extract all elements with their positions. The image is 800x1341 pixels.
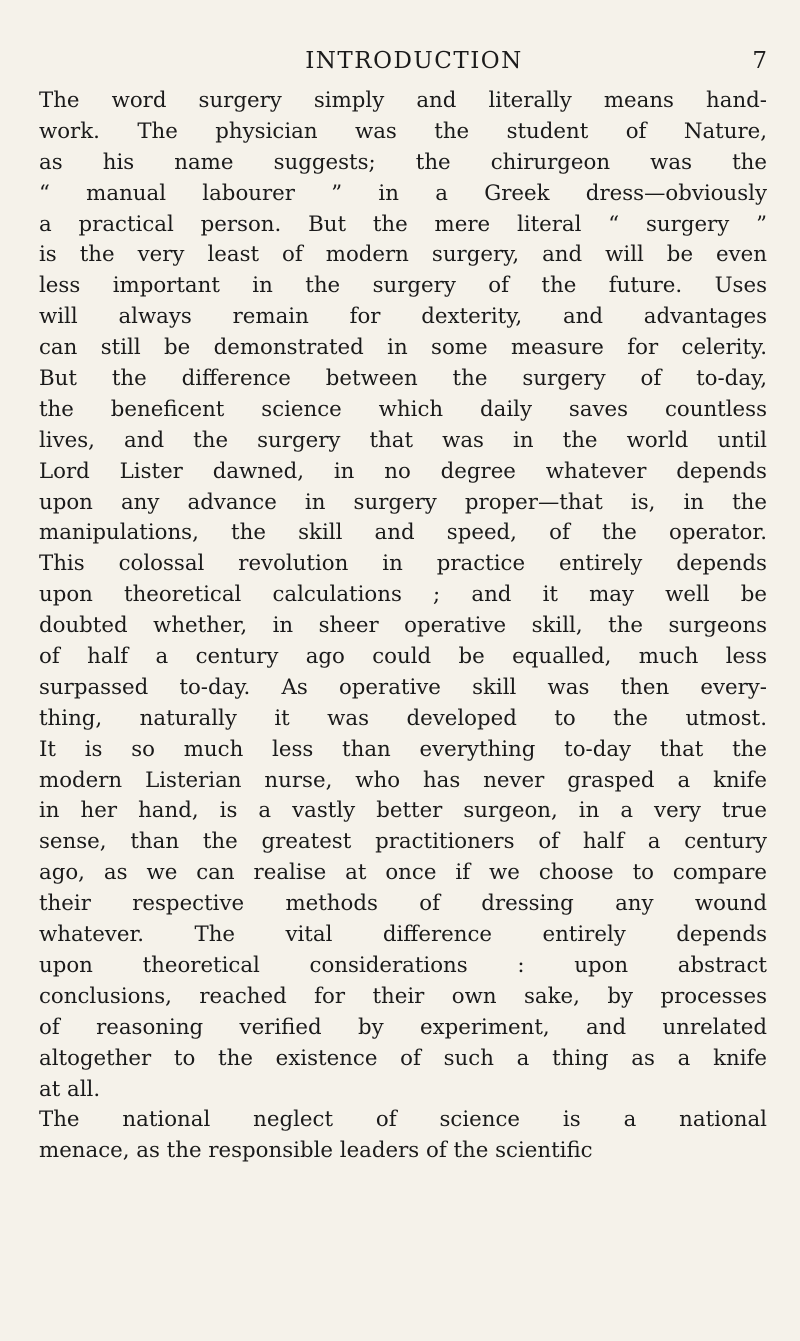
text-line: altogether to the existence of such a thing as a knife <box>39 1045 767 1071</box>
text-line: doubted whether, in sheer operative skill, the surgeons <box>39 613 767 639</box>
text-line: at all. <box>39 1076 101 1102</box>
text-line: The word surgery simply and literally means hand- <box>39 88 767 113</box>
text-line: can still be demonstrated in some measure for celerity. <box>39 335 767 361</box>
text-line: is the very least of modern surgery, and will be even <box>39 242 767 268</box>
text-line: of reasoning verified by experiment, and unrelated <box>39 1014 767 1040</box>
text-line: thing, naturally it was developed to the utmost. <box>39 705 767 731</box>
text-line: The national neglect of science is a national <box>39 1107 767 1133</box>
text-line: whatever. The vital difference entirely depends <box>39 922 767 948</box>
text-line: as his name suggests; the chirurgeon was the <box>39 149 767 175</box>
text-line: menace, as the responsible leaders of the scientific <box>39 1138 593 1164</box>
page-number: 7 <box>752 48 767 74</box>
text-line: “ manual labourer ” in a Greek dress—obviously <box>39 180 767 206</box>
text-line: a practical person. But the mere literal “ surgery ” <box>39 211 767 237</box>
text-line: upon theoretical considerations : upon abstract <box>39 952 767 978</box>
body-text <box>39 86 767 1167</box>
text-line: upon any advance in surgery proper—that is, in the <box>39 489 767 515</box>
text-line: Lord Lister dawned, in no degree whatever depends <box>39 458 767 484</box>
text-line: It is so much less than everything to-day that the <box>39 736 767 762</box>
text-line: less important in the surgery of the future. Uses <box>39 273 767 299</box>
text-line: modern Listerian nurse, who has never grasped a knife <box>39 767 767 793</box>
text-line: the beneficent science which daily saves countless <box>39 396 767 422</box>
text-line: sense, than the greatest practitioners of half a century <box>39 829 767 855</box>
running-head: INTRODUCTION <box>305 48 523 74</box>
text-line: manipulations, the skill and speed, of the operator. <box>39 520 767 546</box>
text-line: work. The physician was the student of Nature, <box>39 118 767 144</box>
page-header <box>39 44 767 84</box>
text-line: of half a century ago could be equalled, much less <box>39 644 767 670</box>
text-line: But the difference between the surgery of to-day, <box>39 366 767 392</box>
text-line: upon theoretical calculations ; and it may well be <box>39 582 767 608</box>
text-line: surpassed to-day. As operative skill was then every- <box>39 674 767 700</box>
text-line: This colossal revolution in practice entirely depends <box>39 551 767 577</box>
text-line: will always remain for dexterity, and advantages <box>39 304 767 330</box>
text-line: conclusions, reached for their own sake, by processes <box>39 983 767 1009</box>
text-line: their respective methods of dressing any wound <box>39 891 767 917</box>
text-line: ago, as we can realise at once if we choose to compare <box>39 860 767 886</box>
text-line: in her hand, is a vastly better surgeon, in a very true <box>39 798 767 824</box>
text-line: lives, and the surgery that was in the world until <box>39 427 767 453</box>
